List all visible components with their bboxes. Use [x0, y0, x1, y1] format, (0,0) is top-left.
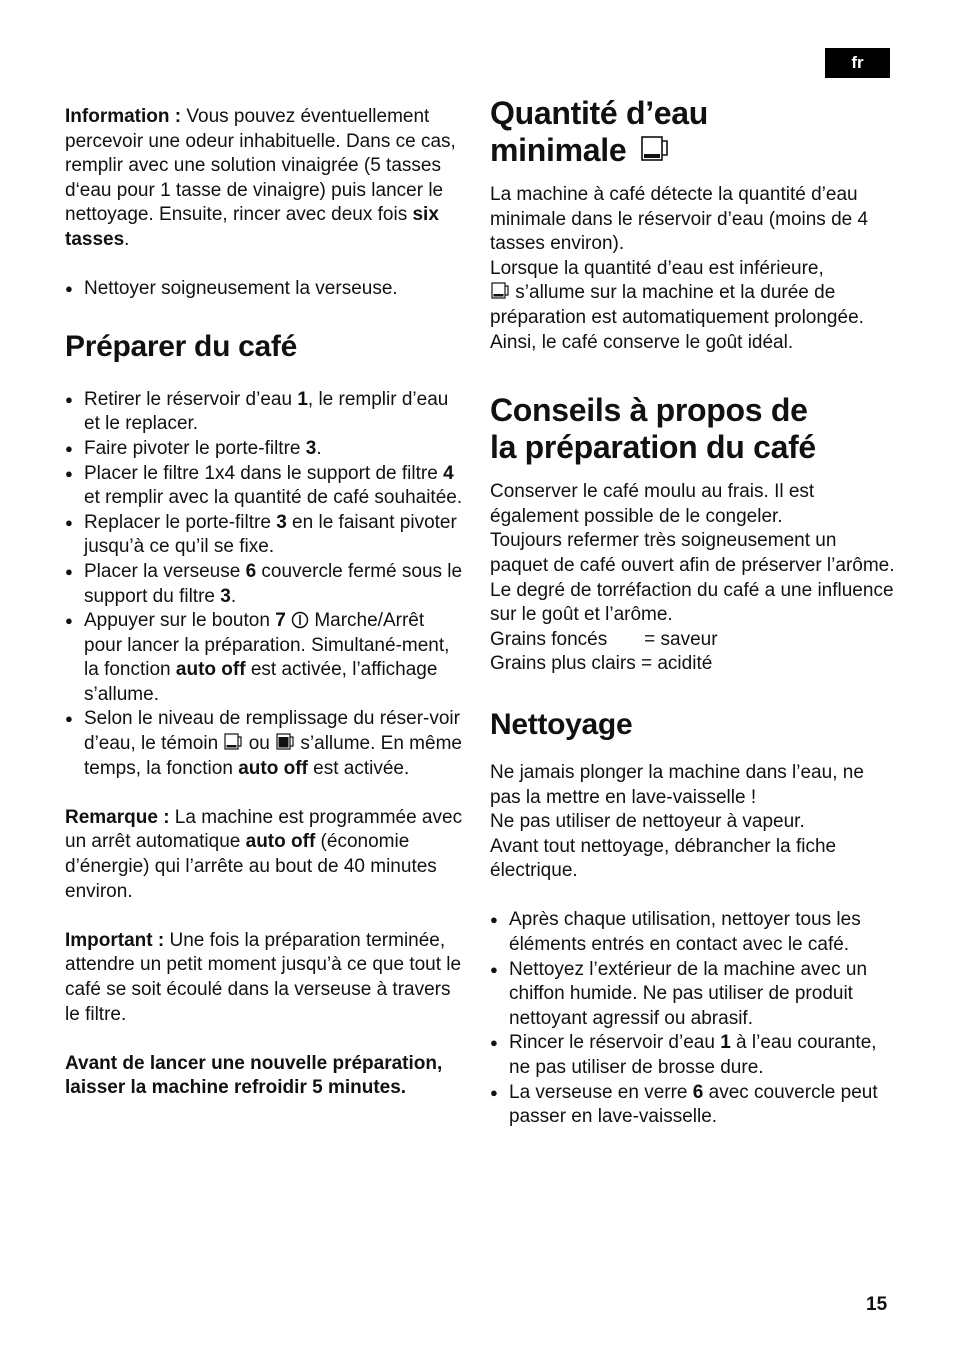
heading-cleaning: Nettoyage: [490, 707, 633, 741]
full-water-icon: [275, 732, 295, 752]
tips-paragraph-3: Le degré de torréfaction du café a une influence sur le goût et l’arôme.: [490, 579, 894, 626]
low-water-icon: [223, 732, 243, 752]
list-item: ● Après chaque utilisation, nettoyer tous les éléments entrés en contact avec le café.: [490, 908, 895, 957]
tips-paragraph-2: Toujours refermer très soigneusement un paquet de café ouvert afin de préserver l’arôme.: [490, 530, 895, 576]
list-item: ● Rincer le réservoir d’eau 1 à l’eau courante, ne pas utiliser de brosse dure.: [490, 1031, 895, 1080]
prepare-steps-list: [65, 388, 465, 782]
low-water-icon: [639, 134, 671, 164]
list-item: ● Faire pivoter le porte-filtre 3.: [65, 437, 465, 462]
info-paragraph: [65, 105, 465, 253]
list-item: ● Replacer le porte-filtre 3 en le faisant pivoter jusqu’à ce qu’il se fixe.: [65, 511, 465, 560]
roast-light: Grains plus clairs = acidité: [490, 653, 713, 675]
water-paragraph-2: Lorsque la quantité d’eau est inférieure, s’allume sur la machine et la durée de préparation est automatiquement prolongée. Ainsi, le café conserve le goût idéal.: [490, 257, 864, 353]
heading-coffee-tips: Conseils à propos de la préparation du café: [490, 392, 816, 466]
language-badge: fr: [825, 48, 890, 78]
page-number: 15: [866, 1294, 888, 1315]
clean-paragraph-1: Ne jamais plonger la machine dans l’eau, ne pas la mettre en lave-vaisselle !: [490, 761, 864, 808]
info-text: Vous pouvez éventuellement percevoir une odeur inhabituelle. Dans ce cas, remplir avec une solution vinaigrée (5 tasses d‘eau pour 1 tasse de vinaigre) puis lancer le nettoyage. Ensuite, rincer avec deux fois: [65, 106, 456, 226]
cooldown-warning: Avant de lancer une nouvelle préparation, laisser la machine refroidir 5 minutes.: [65, 1052, 443, 1099]
list-item: ● Appuyer sur le bouton 7 Marche/Arrêt pour lancer la préparation. Simultané-ment, la fonction auto off est activée, l’affichage s’allume.: [65, 609, 465, 707]
power-icon: [291, 611, 309, 629]
right-column: [490, 95, 895, 1130]
list-item: ● Nettoyer soigneusement la verseuse.: [65, 277, 465, 302]
list-item: ● La verseuse en verre 6 avec couvercle peut passer en lave-vaisselle.: [490, 1081, 895, 1130]
list-item: ● Nettoyez l’extérieur de la machine avec un chiffon humide. Ne pas utiliser de produit nettoyant agressif ou abrasif.: [490, 958, 895, 1032]
heading-minimum-water: Quantité d’eau minimale: [490, 95, 709, 168]
list-item: ● Placer le filtre 1x4 dans le support de filtre 4 et remplir avec la quantité de café souhaitée.: [65, 462, 465, 511]
roast-dark: Grains foncés = saveur: [490, 628, 718, 650]
list-item: ● Selon le niveau de remplissage du réser-voir d’eau, le témoin ou s’allume. En même temps, la fonction auto off est activée.: [65, 707, 465, 781]
info-bold: six tasses: [65, 204, 439, 250]
remark-paragraph: Remarque : La machine est programmée avec un arrêt automatique auto off (économie d’énergie) qui l’arrête au bout de 40 minutes environ.: [65, 806, 463, 902]
info-label: Information :: [65, 106, 182, 127]
pot-cleaning-list: [65, 277, 465, 302]
low-water-icon: [490, 281, 510, 301]
info-period: .: [124, 228, 130, 250]
left-column: [65, 105, 465, 1101]
heading-prepare-coffee: Préparer du café: [65, 329, 297, 363]
tips-paragraph-1: Conserver le café moulu au frais. Il est également possible de le congeler.: [490, 481, 815, 527]
important-paragraph: Important : Une fois la préparation terminée, attendre un petit moment jusqu’à ce que tout le café se soit écoulé dans la verseuse à travers le filtre.: [65, 929, 462, 1025]
clean-paragraph-3: Avant tout nettoyage, débrancher la fiche électrique.: [490, 835, 837, 882]
cleaning-list: [490, 908, 895, 1129]
list-item: ● Retirer le réservoir d’eau 1, le remplir d’eau et le replacer.: [65, 388, 465, 437]
water-paragraph-1: La machine à café détecte la quantité d’eau minimale dans le réservoir d’eau (moins de 4 tasses environ).: [490, 184, 869, 255]
list-item: ● Placer la verseuse 6 couvercle fermé sous le support du filtre 3.: [65, 560, 465, 609]
clean-paragraph-2: Ne pas utiliser de nettoyeur à vapeur.: [490, 811, 805, 833]
